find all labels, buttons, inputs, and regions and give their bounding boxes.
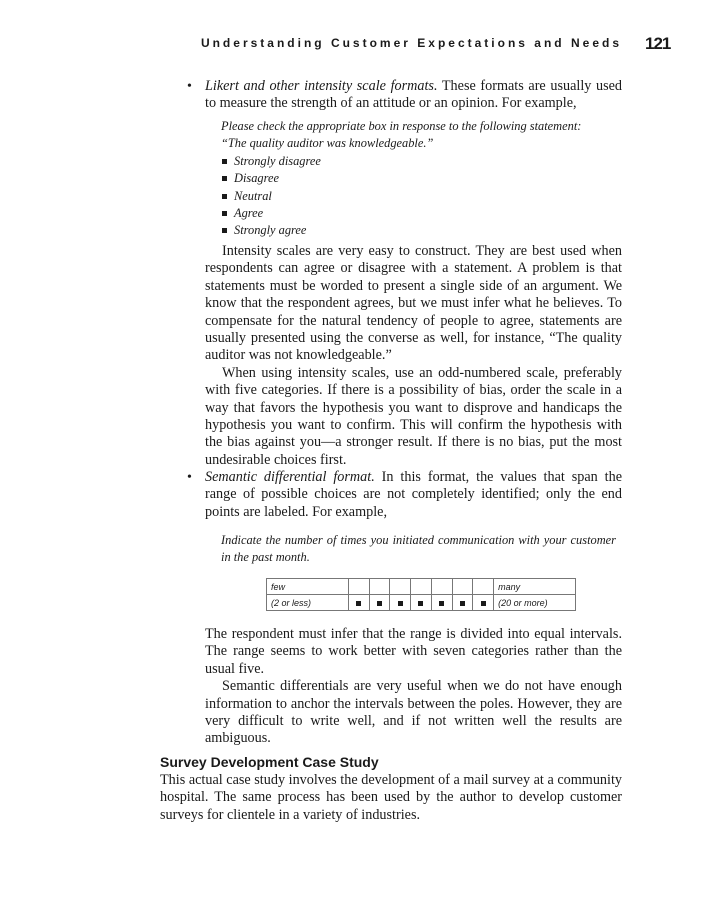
page-number: 121: [645, 34, 671, 53]
semantic-term: Semantic differential format.: [205, 469, 375, 485]
bullet-dot-icon: •: [187, 470, 192, 485]
likert-example: [221, 118, 616, 240]
likert-body: [205, 243, 622, 469]
likert-bullet: [187, 78, 623, 113]
likert-option: Strongly agree: [221, 222, 616, 239]
likert-example-statement: “The quality auditor was knowledgeable.”: [221, 136, 434, 151]
semantic-paragraph-1: The respondent must infer that the range is divided into equal intervals. The range seems to work better with seven categories rather than the usual five.: [205, 626, 622, 677]
scale-right-label: many: [494, 579, 576, 595]
scale-box-icon: [481, 601, 486, 606]
square-bullet-icon: [222, 159, 227, 164]
square-bullet-icon: [222, 194, 227, 199]
scale-left-sub: (2 or less): [267, 595, 349, 611]
scale-box-icon: [439, 601, 444, 606]
scale-left-label: few: [267, 579, 349, 595]
likert-paragraph-1: Intensity scales are very easy to construct. They are best used when respondents can agree or disagree with a statement. A problem is that statements must be worded to present a single side of an argument. We know that the respondent agrees, but we must infer what he believes. To compensate for the natural tendency of people to agree, statements are usually presented using the converse as well, for instance, “The quality auditor was not knowledgeable.”: [205, 243, 622, 364]
likert-example-instruction: Please check the appropriate box in response to the following statement:: [221, 119, 582, 133]
running-head-title: Understanding Customer Expectations and Needs: [200, 36, 622, 50]
likert-intro: These formats are usually used to measure the strength of an attitude or an opinion. For example,: [205, 78, 623, 112]
likert-option: Strongly disagree: [221, 153, 616, 170]
likert-option: Agree: [221, 205, 616, 222]
square-bullet-icon: [222, 176, 227, 181]
scale-box-icon: [418, 601, 423, 606]
case-study-heading: Survey Development Case Study: [160, 754, 379, 770]
square-bullet-icon: [222, 211, 227, 216]
likert-paragraph-2: When using intensity scales, use an odd-numbered scale, preferably with five categories. If there is a possibility of bias, order the scale in a way that favors the hypothesis you want to disprove and handicaps the hypothesis you want to confirm. This will confirm the hypothesis with the bias against you—a stronger result. If there is no bias, put the most undesirable choices first.: [205, 364, 622, 468]
semantic-differential-scale: [266, 578, 576, 611]
square-bullet-icon: [222, 228, 227, 233]
scale-box-icon: [377, 601, 382, 606]
semantic-body: [205, 626, 622, 748]
likert-option: Disagree: [221, 170, 616, 187]
scale-box-icon: [356, 601, 361, 606]
likert-option: Neutral: [221, 188, 616, 205]
semantic-bullet: [187, 469, 622, 521]
semantic-paragraph-2: Semantic differentials are very useful when we do not have enough information to anchor the intervals between the poles. However, they are very difficult to write well, and if not written well the results are ambiguous.: [205, 678, 622, 747]
bullet-dot-icon: •: [187, 79, 192, 94]
scale-right-sub: (20 or more): [494, 595, 576, 611]
scale-box-icon: [460, 601, 465, 606]
semantic-example-text: Indicate the number of times you initiated communication with your customer in the past month.: [221, 533, 616, 565]
semantic-intro: In this format, the values that span the range of possible choices are not completely identified; only the end points are labeled. For example,: [205, 469, 622, 520]
scale-box-icon: [398, 601, 403, 606]
likert-term: Likert and other intensity scale formats.: [205, 78, 438, 94]
case-study-paragraph: This actual case study involves the development of a mail survey at a community hospital. The same process has been used by the author to develop customer surveys for clientele in a variety of industries.: [160, 772, 622, 823]
